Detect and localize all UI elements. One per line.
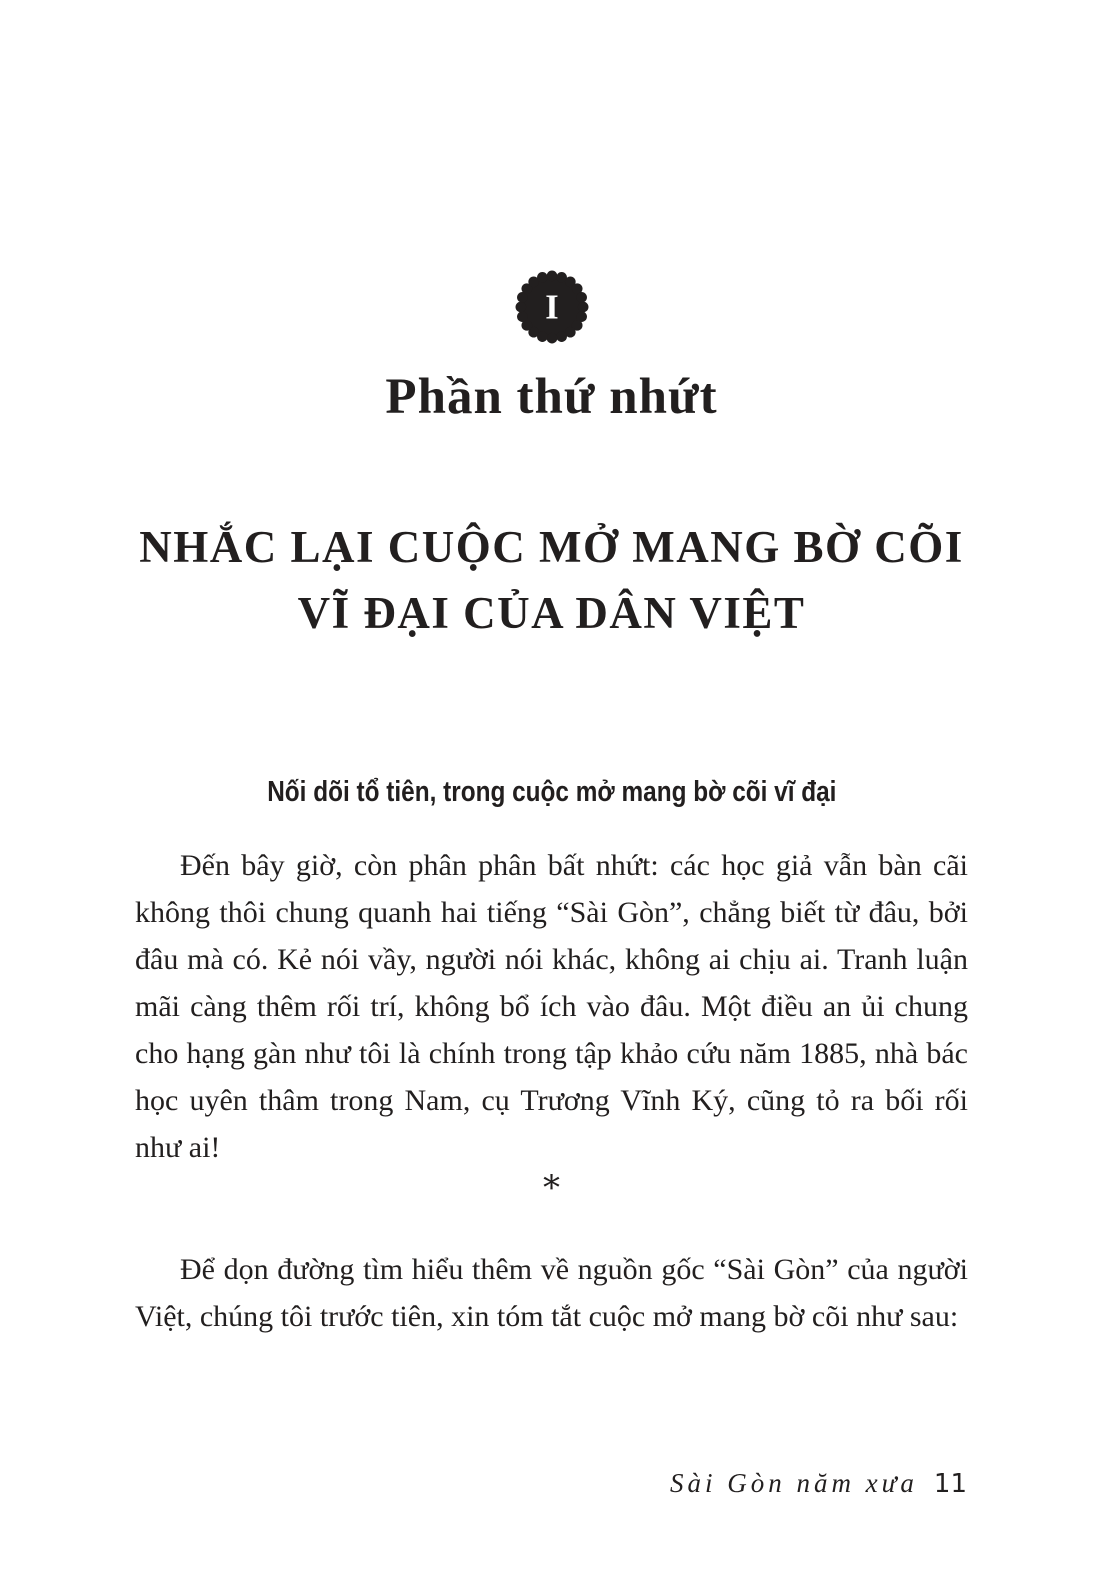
section-separator-star: * <box>543 1168 560 1208</box>
part-numeral: I <box>544 288 559 327</box>
body-paragraph-1: Đến bây giờ, còn phân phân bất nhứt: các học giả vẫn bàn cãi không thôi chung quanh hai tiếng “Sài Gòn”, chẳng biết từ đâu, bởi đâu mà có. Kẻ nói vầy, người nói khác, không ai chịu ai. Tranh luận mãi càng thêm rối trí, không bổ ích vào đâu. Một điều an ủi chung cho hạng gàn như tôi là chính trong tập khảo cứu năm 1885, nhà bác học uyên thâm trong Nam, cụ Trương Vĩnh Ký, cũng tỏ ra bối rối như ai! <box>135 849 968 1164</box>
section-subheading-text: Nối dõi tổ tiên, trong cuộc mở mang bờ cõi vĩ đại <box>266 776 837 808</box>
part-number-badge <box>511 266 593 348</box>
running-footer-book-title: Sài Gòn năm xưa <box>669 1468 918 1498</box>
body-paragraph-2: Để dọn đường tìm hiểu thêm về nguồn gốc “Sài Gòn” của người Việt, chúng tôi trước tiên, xin tóm tắt cuộc mở mang bờ cõi như sau: <box>135 1253 968 1333</box>
part-label: Phần thứ nhứt <box>385 369 718 425</box>
page-footer <box>670 1466 967 1501</box>
chapter-title-line-2: VĨ ĐẠI CỦA DÂN VIỆT <box>297 588 806 638</box>
chapter-title-line-1: NHẮC LẠI CUỘC MỞ MANG BỜ CÕI <box>139 522 964 572</box>
section-subheading <box>0 772 1103 812</box>
chapter-title <box>0 514 1103 646</box>
page-number: 11 <box>933 1469 967 1499</box>
scalloped-seal-icon <box>511 266 593 348</box>
